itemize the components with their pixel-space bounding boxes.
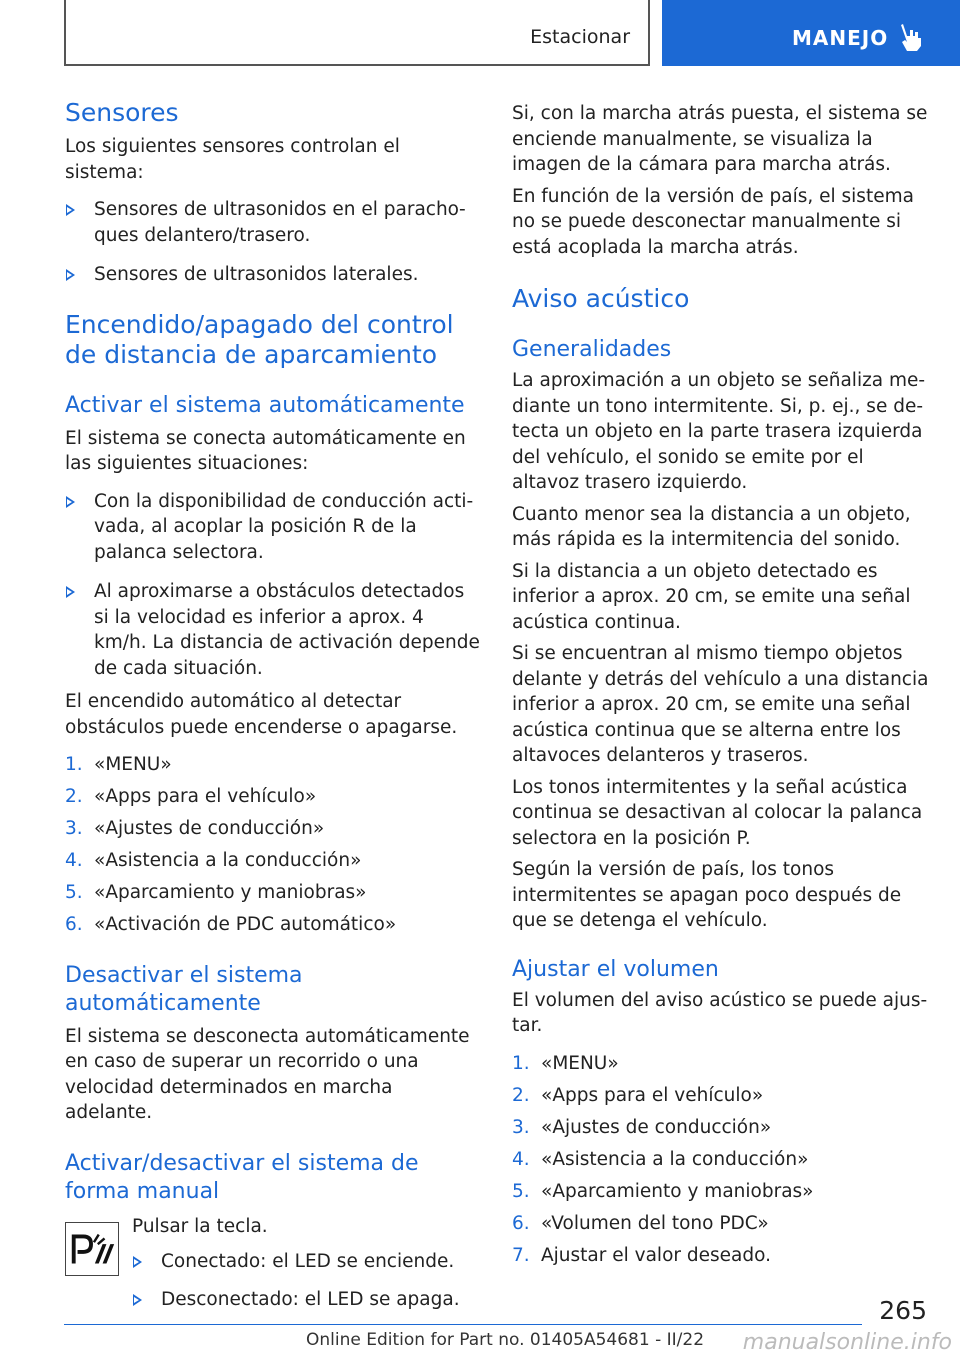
bullet-triangle-icon	[66, 496, 75, 508]
step-item: 1. «MENU»	[512, 1052, 619, 1074]
page-number: 265	[879, 1296, 927, 1325]
section-title: Estacionar	[530, 26, 630, 48]
footer-divider	[64, 1324, 862, 1325]
activar-auto-note: El encendido automático al detectar obstáculos puede encenderse o apagarse.	[65, 691, 458, 738]
step-item: 5. «Aparcamiento y maniobras»	[65, 882, 367, 903]
right-column	[512, 101, 930, 1268]
chapter-tab-label: MANEJO	[792, 26, 889, 50]
page-header	[0, 0, 960, 66]
step-item: 1. «MENU»	[65, 754, 172, 775]
sensores-heading: Sensores	[65, 98, 179, 127]
footer-edition: Online Edition for Part no. 01405A54681 - II/22	[306, 1330, 705, 1350]
right-intro-2: En función de la versión de país, el sistema no se puede desconectar manualmente si está acoplada la marcha atrás.	[512, 185, 914, 258]
sensores-intro: Los siguientes sensores controlan el sistema:	[65, 136, 400, 183]
activar-auto-intro: El sistema se conecta automáticamente en las siguientes situaciones:	[65, 427, 466, 474]
manual-text: Pulsar la tecla.	[132, 1215, 268, 1237]
activar-steps	[65, 752, 481, 938]
gen-paragraph: Los tonos intermitentes y la señal acústica continua se desactivan al colocar la palanca selectora en la posición P.	[512, 776, 923, 849]
bullet-triangle-icon	[133, 1294, 142, 1306]
chapter-tab	[662, 0, 960, 66]
activar-auto-list	[65, 489, 481, 682]
gen-paragraph: La aproximación a un objeto se señaliza mediante un tono intermitente. Si, p. ej., se detecta un objeto en la parte trasera izquierda del vehículo, el sonido se emite por el altavoz trasero izquierdo.	[512, 370, 926, 493]
list-item: Sensores de ultrasonidos laterales.	[65, 262, 481, 288]
list-item: Conectado: el LED se enciende.	[132, 1249, 481, 1275]
manual-section	[65, 1214, 481, 1313]
volumen-steps	[512, 1051, 930, 1269]
volumen-text: El volumen del aviso acústico se puede ajustar.	[512, 989, 928, 1036]
step-item: 2. «Apps para el vehículo»	[512, 1084, 764, 1106]
aviso-heading: Aviso acústico	[512, 284, 690, 313]
step-item: 3. «Ajustes de conducción»	[512, 1116, 772, 1138]
sensores-list	[65, 197, 481, 288]
desactivar-heading: Desactivar el sistema automáticamente	[65, 962, 303, 1016]
gen-paragraph: Si se encuentran al mismo tiempo objetos delante y detrás del vehículo a una distancia inferior a aprox. 20 cm, se emite una señal acústica continua que se alterna entre los altavoces delanteros y traseros.	[512, 643, 929, 766]
step-item: 7. Ajustar el valor deseado.	[512, 1244, 771, 1266]
gen-paragraph: Cuanto menor sea la distancia a un objeto, más rápida es la intermitencia del sonido.	[512, 503, 911, 550]
activar-auto-heading: Activar el sistema automáticamente	[65, 392, 465, 418]
step-item: 5. «Aparcamiento y maniobras»	[512, 1180, 814, 1202]
list-item: Con la disponibilidad de conducción activada, al acoplar la posición R de la palanca selectora.	[65, 489, 481, 566]
gen-paragraph: Si la distancia a un objeto detectado es inferior a aprox. 20 cm, se emite una señal acústica continua.	[512, 560, 911, 633]
bullet-triangle-icon	[66, 269, 75, 281]
manual-heading: Activar/desactivar el sistema de forma manual	[65, 1150, 419, 1204]
list-item: Desconectado: el LED se apaga.	[132, 1287, 481, 1313]
list-item: Al aproximarse a obstáculos detectados si la velocidad es inferior a aprox. 4 km/h. La distancia de activación depende de cada situación.	[65, 579, 481, 681]
list-item: Sensores de ultrasonidos en el parachoques delantero/trasero.	[65, 197, 481, 248]
watermark: manualsonline.info	[742, 1330, 952, 1355]
section-header-box	[64, 0, 650, 66]
step-item: 4. «Asistencia a la conducción»	[65, 850, 362, 871]
bullet-triangle-icon	[66, 204, 75, 216]
step-item: 3. «Ajustes de conducción»	[65, 818, 325, 839]
pdc-button-icon	[65, 1222, 119, 1276]
desactivar-text: El sistema se desconecta automáticamente en caso de superar un recorrido o una velocidad determinados en marcha adelante.	[65, 1025, 470, 1123]
gen-paragraph: Según la versión de país, los tonos intermitentes se apagan poco después de que se detenga el vehículo.	[512, 859, 902, 931]
bullet-triangle-icon	[133, 1256, 142, 1268]
step-item: 6. «Volumen del tono PDC»	[512, 1212, 769, 1234]
hand-steering-icon	[898, 22, 924, 52]
manual-list	[132, 1249, 481, 1312]
right-intro-1: Si, con la marcha atrás puesta, el sistema se enciende manualmente, se visualiza la imagen de la cámara para marcha atrás.	[512, 103, 928, 175]
generalidades-heading: Generalidades	[512, 337, 672, 362]
encendido-heading: Encendido/apagado del control de distancia de aparcamiento	[65, 309, 454, 369]
step-item: 4. «Asistencia a la conducción»	[512, 1148, 809, 1170]
volumen-heading: Ajustar el volumen	[512, 956, 719, 982]
step-item: 2. «Apps para el vehículo»	[65, 786, 317, 807]
left-column	[65, 98, 481, 1312]
bullet-triangle-icon	[66, 586, 75, 598]
step-item: 6. «Activación de PDC automático»	[65, 914, 397, 935]
